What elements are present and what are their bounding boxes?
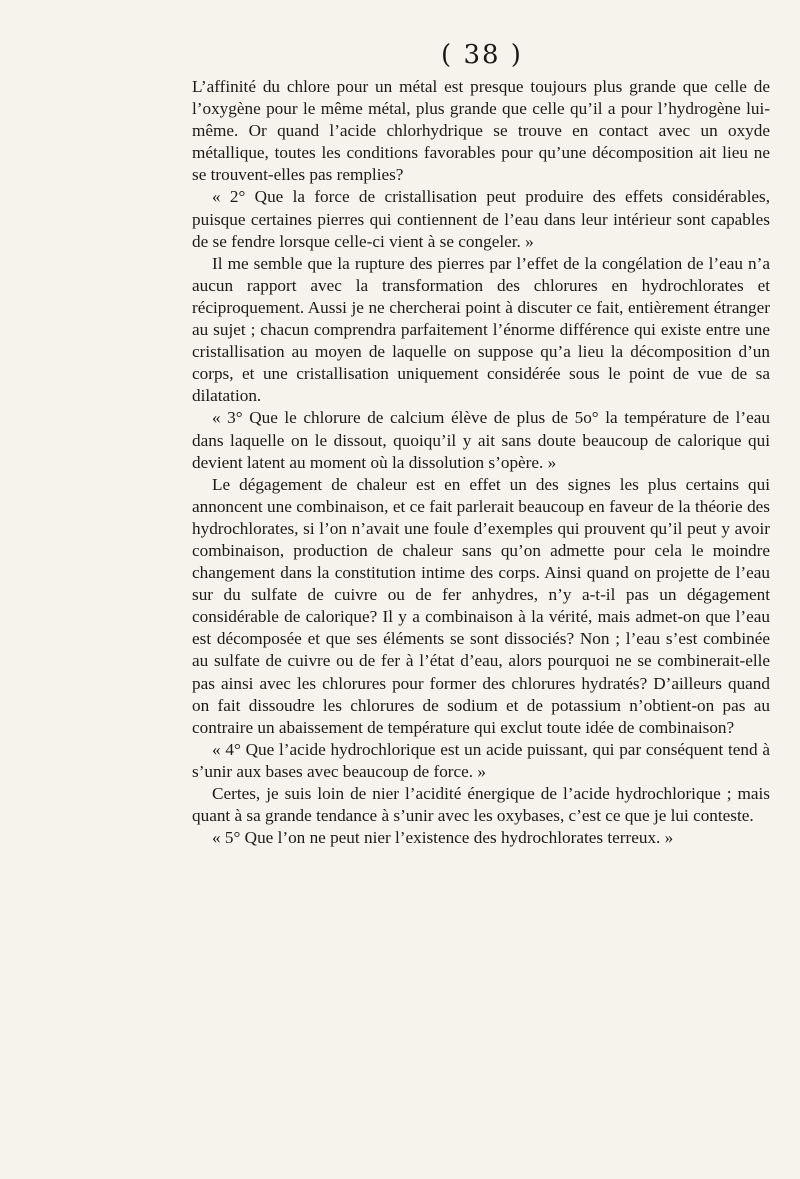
paragraph-7: Certes, je suis loin de nier l’acidité énergique de l’acide hydrochlorique ; mais quant à sa grande tendance à s’unir avec les oxybases, c’est ce que je lui conteste.: [192, 784, 770, 826]
paragraph-1: L’affinité du chlore pour un métal est presque toujours plus grande que celle de l’oxygène pour le même métal, plus grande que celle qu’il a pour l’hydrogène lui-même. Or quand l’acide chlorhydrique se trouve en contact avec un oxyde métallique, toutes les conditions favorables pour qu’une décomposition ait lieu ne se trouvent-elles pas remplies?: [192, 77, 770, 185]
paragraph-5: Le dégagement de chaleur est en effet un des signes les plus certains qui annoncent une combinaison, et ce fait parlerait beaucoup en faveur de la théorie des hydrochlorates, si l’on n’avait une foule d’exemples qui prouvent qu’il peut y avoir combinaison, production de chaleur sans qu’on admette pour cela le moindre changement dans la constitution intime des corps. Ainsi quand on projette de l’eau sur du sulfate de cuivre ou de fer anhydres, n’y a-t-il pas un dégagement considérable de calorique? Il y a combinaison à la vérité, mais admet-on que l’eau est décomposée et que ses éléments se sont dissociés? Non ; l’eau s’est combinée au sulfate de cuivre ou de fer à l’état d’eau, alors pourquoi ne se combinerait-elle pas ainsi avec les chlorures pour former des chlorures hydratés? D’ailleurs quand on fait dissoudre les chlorures de sodium et de potassium n’obtient-on pas au contraire un abaissement de température qui exclut toute idée de combinaison?: [192, 474, 770, 737]
quote-5: « 5° Que l’on ne peut nier l’existence des hydrochlorates terreux. »: [212, 828, 674, 848]
body-text: [192, 76, 770, 849]
quote-2: « 2° Que la force de cristallisation peut produire des effets considérables, puisque certaines pierres qui contiennent de l’eau dans leur intérieur sont capables de se fendre lorsque celle-ci vient à se congeler. »: [192, 187, 770, 251]
page-number: ( 38 ): [441, 40, 523, 70]
quote-3: « 3° Que le chlorure de calcium élève de plus de 5o° la température de l’eau dans laquelle on le dissout, quoiqu’il y ait sans doute beaucoup de calorique qui devient latent au moment où la dissolution s’opère. »: [192, 408, 770, 472]
paragraph-3: Il me semble que la rupture des pierres par l’effet de la congélation de l’eau n’a aucun rapport avec la transformation des chlorures en hydrochlorates et réciproquement. Aussi je ne chercherai point à discuter ce fait, entièrement étranger au sujet ; chacun comprendra parfaitement l’énorme différence qui existe entre une cristallisation au moyen de laquelle on suppose qu’a lieu la décomposition d’un corps, et une cristallisation uniquement considérée sous le point de vue de sa dilatation.: [192, 253, 770, 406]
quote-4: « 4° Que l’acide hydrochlorique est un acide puissant, qui par conséquent tend à s’unir aux bases avec beaucoup de force. »: [192, 739, 770, 781]
